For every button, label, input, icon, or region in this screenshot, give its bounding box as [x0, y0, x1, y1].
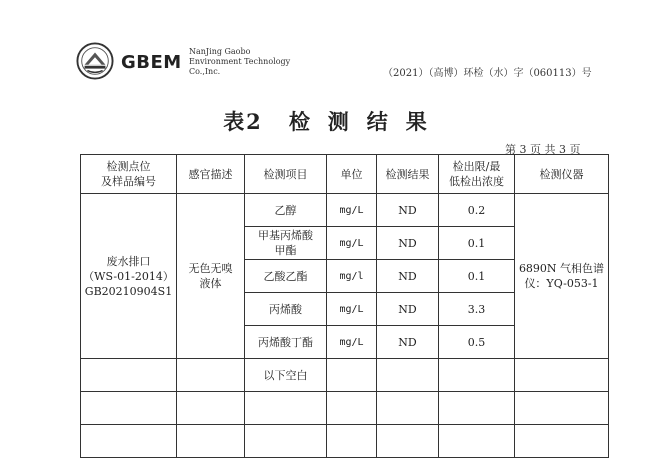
- sample-point-cell: 废水排口 （WS-01-2014） GB20210904S1: [81, 194, 177, 359]
- unit-cell: mg/l: [327, 260, 377, 293]
- test-item-cell: 乙醇: [245, 194, 327, 227]
- result-cell: ND: [377, 227, 439, 260]
- column-header: 单位: [327, 155, 377, 194]
- instrument-cell: 6890N 气相色谱 仪：YQ-053-1: [515, 194, 609, 359]
- column-header: 检测项目: [245, 155, 327, 194]
- unit-cell: mg/L: [327, 194, 377, 227]
- table-label: 表2: [223, 109, 263, 134]
- page-title: [0, 106, 668, 136]
- detection-limit-cell: 3.3: [439, 293, 515, 326]
- test-item-cell: 甲基丙烯酸 甲酯: [245, 227, 327, 260]
- detection-limit-cell: 0.1: [439, 227, 515, 260]
- detection-limit-cell: 0.2: [439, 194, 515, 227]
- column-header: 感官描述: [177, 155, 245, 194]
- unit-cell: mg/L: [327, 227, 377, 260]
- unit-cell: mg/L: [327, 293, 377, 326]
- test-item-cell: 丙烯酸丁酯: [245, 326, 327, 359]
- results-table: [80, 154, 609, 458]
- result-cell: ND: [377, 194, 439, 227]
- test-item-cell: 乙酸乙酯: [245, 260, 327, 293]
- test-item-cell: 丙烯酸: [245, 293, 327, 326]
- detection-limit-cell: 0.1: [439, 260, 515, 293]
- blank-note-cell: 以下空白: [245, 359, 327, 392]
- gbem-logo-icon: [76, 42, 114, 80]
- column-header: 检测结果: [377, 155, 439, 194]
- unit-cell: mg/L: [327, 326, 377, 359]
- result-cell: ND: [377, 293, 439, 326]
- company-name: NanJing Gaobo Environment Technology Co.,Inc.: [189, 47, 291, 76]
- table-row: [81, 425, 609, 458]
- result-cell: ND: [377, 326, 439, 359]
- page-indicator: 第 3 页 共 3 页: [505, 143, 581, 156]
- title-text: 检测结果: [288, 109, 445, 134]
- column-header: 检测仪器: [515, 155, 609, 194]
- table-row: [81, 392, 609, 425]
- table-row: [81, 194, 609, 227]
- brand-name: GBEM: [121, 52, 182, 73]
- column-header: 检测点位 及样品编号: [81, 155, 177, 194]
- document-number: （2021）（高博）环检（水）字（060113）号: [383, 68, 592, 79]
- sensory-description-cell: 无色无嗅 液体: [177, 194, 245, 359]
- table-row: [81, 359, 609, 392]
- table-header-row: [81, 155, 609, 194]
- column-header: 检出限/最 低检出浓度: [439, 155, 515, 194]
- detection-limit-cell: 0.5: [439, 326, 515, 359]
- result-cell: ND: [377, 260, 439, 293]
